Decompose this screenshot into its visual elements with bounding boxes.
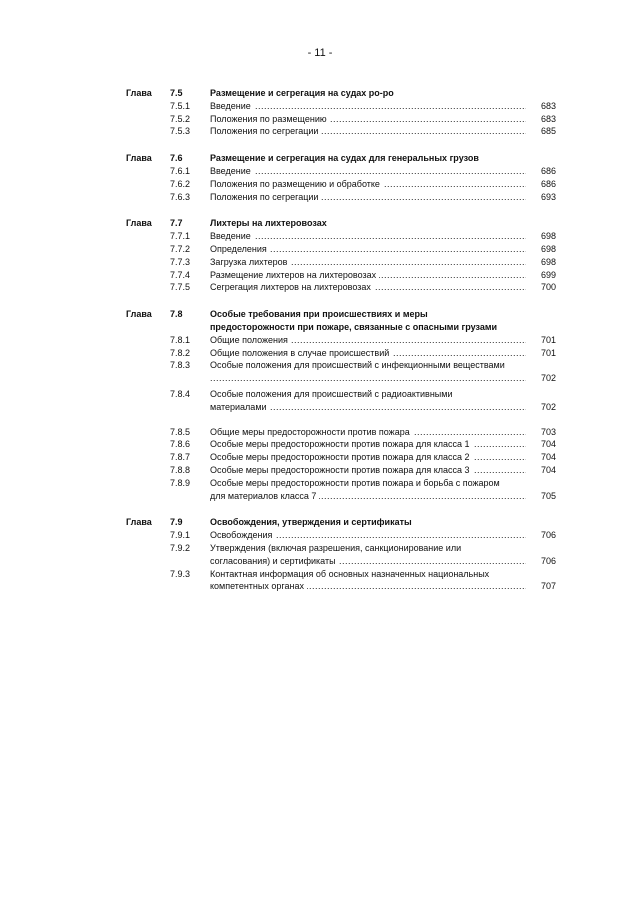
toc-entry[interactable] — [126, 230, 556, 243]
entry-number: 7.8.7 — [170, 452, 191, 463]
toc-entry[interactable] — [126, 568, 556, 594]
entry-number: 7.7.4 — [170, 269, 191, 280]
entry-title-line1: Особые положения для происшествий с радиоактивными — [210, 388, 453, 399]
entry-title: Положения по размещению и обработке — [210, 179, 383, 189]
toc-entry[interactable] — [126, 451, 556, 464]
entry-title: Размещение лихтеров на лихтеровозах — [210, 270, 379, 280]
entry-number: 7.5.2 — [170, 113, 191, 124]
chapter-title: Лихтеры на лихтеровозах — [210, 218, 327, 229]
entry-title: Положения по размещению — [210, 114, 330, 124]
entry-page: 698 — [540, 256, 556, 267]
chapter-number: 7.7 — [170, 218, 183, 229]
entry-page: 686 — [540, 178, 556, 189]
chapter-7-5 — [126, 87, 556, 138]
toc-entry[interactable] — [126, 191, 556, 204]
toc-entry[interactable] — [126, 388, 556, 414]
entry-title: Положения по сегрегации — [210, 126, 321, 136]
entry-page: 704 — [540, 452, 556, 463]
entry-title: Особые меры предосторожности против пожара для класса 2 — [210, 452, 473, 462]
entry-number: 7.8.1 — [170, 334, 191, 345]
toc-entry[interactable] — [126, 542, 556, 568]
entry-title: Особые меры предосторожности против пожара для класса 3 — [210, 465, 473, 475]
entry-title: Общие положения в случае происшествий — [210, 348, 392, 358]
chapter-title: Размещение и сегрегация на судах ро-ро — [210, 88, 394, 98]
chapter-7-7 — [126, 217, 556, 294]
entry-page: 693 — [540, 191, 556, 202]
entry-page: 698 — [540, 231, 556, 242]
entry-number: 7.6.2 — [170, 178, 191, 189]
entry-number: 7.7.5 — [170, 282, 191, 293]
page-number: - 11 - — [307, 47, 333, 59]
chapter-number: 7.6 — [170, 153, 183, 164]
chapter-label: Глава — [126, 517, 152, 528]
entry-page: 701 — [540, 334, 556, 345]
entry-title: Введение — [210, 231, 254, 241]
chapter-7-9 — [126, 516, 556, 593]
toc-entry[interactable] — [126, 100, 556, 113]
entry-number: 7.8.5 — [170, 426, 191, 437]
chapter-7-6 — [126, 152, 556, 203]
entry-title: Определения — [210, 244, 270, 254]
toc-entry[interactable] — [126, 477, 556, 503]
chapter-label: Глава — [126, 309, 152, 320]
toc-entry[interactable] — [126, 113, 556, 126]
toc-entry[interactable] — [126, 165, 556, 178]
entry-page: 707 — [540, 581, 556, 592]
entry-page: 706 — [540, 555, 556, 566]
entry-number: 7.8.3 — [170, 360, 191, 371]
chapter-label: Глава — [126, 153, 152, 164]
chapter-number: 7.9 — [170, 517, 183, 528]
toc-entry[interactable] — [126, 178, 556, 191]
chapter-7-8 — [126, 308, 556, 502]
chapter-title: Освобождения, утверждения и сертификаты — [210, 517, 412, 528]
entry-number: 7.9.2 — [170, 542, 191, 553]
entry-number: 7.7.3 — [170, 256, 191, 267]
chapter-title: Особые требования при происшествиях и меры предосторожности при пожаре, связанные с опасными грузами — [210, 309, 498, 332]
entry-title: Освобождения — [210, 530, 275, 540]
entry-title: Положения по сегрегации — [210, 192, 321, 202]
toc-entry[interactable] — [126, 269, 556, 282]
toc-entry[interactable] — [126, 281, 556, 294]
entry-title-line1: Утверждения (включая разрешения, санкционирование или — [210, 542, 462, 553]
entry-page: 683 — [540, 100, 556, 111]
entry-page: 686 — [540, 165, 556, 176]
entry-page: 706 — [540, 530, 556, 541]
entry-page: 704 — [540, 439, 556, 450]
entry-title-line2: компетентных органах — [210, 581, 307, 591]
chapter-number: 7.5 — [170, 88, 183, 98]
toc-entry[interactable] — [126, 464, 556, 477]
entry-page: 685 — [540, 126, 556, 137]
entry-page: 698 — [540, 243, 556, 254]
toc-entry[interactable] — [126, 438, 556, 451]
entry-number: 7.5.1 — [170, 100, 191, 111]
toc-entry[interactable] — [126, 125, 556, 138]
chapter-number: 7.8 — [170, 309, 183, 320]
chapter-title: Размещение и сегрегация на судах для генеральных грузов — [210, 153, 479, 164]
entry-number: 7.9.1 — [170, 530, 191, 541]
entry-number: 7.6.3 — [170, 191, 191, 202]
entry-number: 7.8.9 — [170, 477, 191, 488]
entry-number: 7.8.8 — [170, 464, 191, 475]
entry-page: 699 — [540, 269, 556, 280]
toc-entry[interactable] — [126, 347, 556, 360]
entry-title: Особые меры предосторожности против пожара для класса 1 — [210, 439, 473, 449]
entry-title: Общие положения — [210, 335, 291, 345]
entry-title-line1: Контактная информация об основных назначенных национальных — [210, 568, 490, 579]
entry-number: 7.7.1 — [170, 231, 191, 242]
entry-page: 700 — [540, 282, 556, 293]
entry-title: Особые положения для происшествий с инфекционными веществами — [210, 360, 505, 371]
entry-page: 702 — [540, 373, 556, 384]
toc-entry[interactable] — [126, 334, 556, 347]
entry-number: 7.7.2 — [170, 243, 191, 254]
entry-title-line2: для материалов класса 7 — [210, 491, 319, 501]
entry-page: 683 — [540, 113, 556, 124]
entry-title: Введение — [210, 101, 254, 111]
entry-title: Загрузка лихтеров — [210, 257, 290, 267]
entry-title: Общие меры предосторожности против пожара — [210, 427, 413, 437]
entry-title: Введение — [210, 166, 254, 176]
entry-title-line2: согласования) и сертификаты — [210, 556, 339, 566]
toc-entry[interactable] — [126, 359, 556, 385]
entry-number: 7.9.3 — [170, 568, 191, 579]
table-of-contents — [126, 87, 556, 607]
toc-entry[interactable] — [126, 243, 556, 256]
entry-page: 705 — [540, 490, 556, 501]
entry-page: 701 — [540, 347, 556, 358]
entry-title: Сегрегация лихтеров на лихтеровозах — [210, 282, 374, 292]
entry-number: 7.6.1 — [170, 165, 191, 176]
chapter-label: Глава — [126, 218, 152, 229]
entry-page: 703 — [540, 426, 556, 437]
entry-number: 7.8.6 — [170, 439, 191, 450]
toc-entry[interactable] — [126, 529, 556, 542]
entry-number: 7.8.2 — [170, 347, 191, 358]
entry-number: 7.5.3 — [170, 126, 191, 137]
toc-entry[interactable] — [126, 256, 556, 269]
entry-page: 702 — [540, 401, 556, 412]
chapter-label: Глава — [126, 88, 152, 98]
entry-title-line2: материалами — [210, 402, 270, 412]
entry-number: 7.8.4 — [170, 388, 191, 399]
entry-page: 704 — [540, 464, 556, 475]
toc-entry[interactable] — [126, 426, 556, 439]
entry-title-line1: Особые меры предосторожности против пожара и борьба с пожаром — [210, 477, 500, 488]
